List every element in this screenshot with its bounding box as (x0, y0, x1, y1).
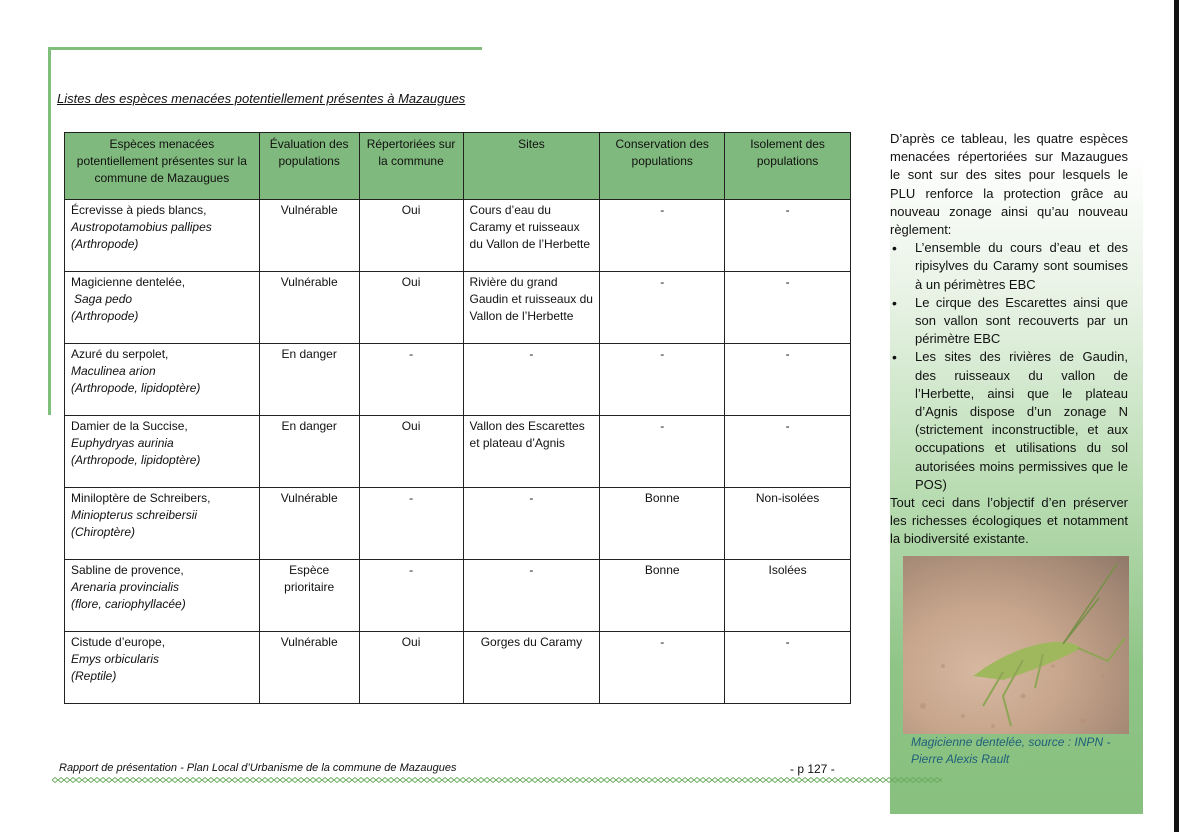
recorded-cell: Oui (359, 200, 463, 272)
evaluation-cell: Vulnérable (259, 488, 359, 560)
decorative-left-rule (48, 47, 51, 415)
list-title: Listes des espèces menacées potentiellement présentes à Mazaugues (57, 91, 466, 106)
evaluation-cell: En danger (259, 416, 359, 488)
sidebar-bullet: • L’ensemble du cours d’eau et des ripisylves du Caramy sont soumises à un périmètres EBC (890, 239, 1128, 294)
species-cell (65, 560, 260, 632)
table-row (65, 560, 851, 632)
sidebar-outro: Tout ceci dans l’objectif d’en préserver les richesses écologiques et notamment la biodiversité existante. (890, 495, 1128, 547)
isolation-cell: - (725, 200, 851, 272)
species-common-name: Azuré du serpolet, (71, 347, 169, 361)
column-header-sites: Sites (463, 133, 600, 200)
conservation-cell: - (600, 200, 725, 272)
isolation-cell: - (725, 416, 851, 488)
species-group: (Arthropode) (71, 237, 139, 251)
column-header-species: Espèces menacées potentiellement présentes sur la commune de Mazaugues (65, 133, 260, 200)
species-scientific-name: Miniopterus schreibersii (71, 508, 198, 522)
column-header-isolation: Isolement des populations (725, 133, 851, 200)
recorded-cell: Oui (359, 272, 463, 344)
species-cell (65, 488, 260, 560)
recorded-cell: Oui (359, 416, 463, 488)
species-scientific-name: Maculinea arion (71, 364, 156, 378)
species-scientific-name: Arenaria provincialis (71, 580, 180, 594)
isolation-cell: Non-isolées (725, 488, 851, 560)
table-row (65, 488, 851, 560)
isolation-cell: - (725, 272, 851, 344)
conservation-cell: - (600, 344, 725, 416)
species-group: (flore, cariophyllacée) (71, 597, 186, 611)
conservation-cell: Bonne (600, 488, 725, 560)
column-header-conservation: Conservation des populations (600, 133, 725, 200)
species-scientific-name: Euphydryas aurinia (71, 436, 174, 450)
sites-cell: - (463, 488, 600, 560)
recorded-cell: - (359, 344, 463, 416)
sites-cell: Vallon des Escarettes et plateau d’Agnis (463, 416, 600, 488)
right-page-border (1174, 0, 1179, 832)
recorded-cell: - (359, 560, 463, 632)
sites-cell: - (463, 560, 600, 632)
species-common-name: Sabline de provence, (71, 563, 184, 577)
sidebar-intro: D’après ce tableau, les quatre espèces menacées répertoriées sur Mazaugues le sont sur des sites pour lesquels le PLU renforce la protection grâce au nouveau zonage ainsi qu’au nouveau règlement: (890, 131, 1128, 238)
sidebar-bullet-list (890, 239, 1128, 494)
grasshopper-photo (903, 556, 1129, 734)
evaluation-cell: Espèce prioritaire (259, 560, 359, 632)
isolation-cell: Isolées (725, 560, 851, 632)
species-cell (65, 416, 260, 488)
isolation-cell: - (725, 632, 851, 704)
table-row (65, 200, 851, 272)
species-table (64, 132, 851, 704)
table-row (65, 272, 851, 344)
recorded-cell: - (359, 488, 463, 560)
conservation-cell: Bonne (600, 560, 725, 632)
conservation-cell: - (600, 632, 725, 704)
evaluation-cell: Vulnérable (259, 200, 359, 272)
evaluation-cell: Vulnérable (259, 632, 359, 704)
species-cell (65, 272, 260, 344)
sites-cell: Gorges du Caramy (463, 632, 600, 704)
footer-document-title: Rapport de présentation - Plan Local d’Urbanisme de la commune de Mazaugues (59, 762, 457, 774)
conservation-cell: - (600, 272, 725, 344)
decorative-top-rule (48, 47, 482, 50)
evaluation-cell: En danger (259, 344, 359, 416)
species-group: (Arthropode, lipidoptère) (71, 381, 201, 395)
footer-page-number: - p 127 - (790, 762, 835, 776)
table-row (65, 344, 851, 416)
grasshopper-illustration (903, 556, 1129, 734)
species-cell (65, 200, 260, 272)
recorded-cell: Oui (359, 632, 463, 704)
sites-cell: Rivière du grand Gaudin et ruisseaux du Vallon de l’Herbette (463, 272, 600, 344)
species-common-name: Cistude d’europe, (71, 635, 166, 649)
sites-cell: Cours d’eau du Caramy et ruisseaux du Vallon de l’Herbette (463, 200, 600, 272)
species-cell (65, 344, 260, 416)
evaluation-cell: Vulnérable (259, 272, 359, 344)
conservation-cell: - (600, 416, 725, 488)
column-header-recorded: Répertoriées sur la commune (359, 133, 463, 200)
species-cell (65, 632, 260, 704)
species-group: (Chiroptère) (71, 525, 136, 539)
sidebar-text (890, 130, 1128, 549)
species-common-name: Damier de la Succise, (71, 419, 188, 433)
species-common-name: Miniloptère de Schreibers, (71, 491, 211, 505)
table-row (65, 632, 851, 704)
species-scientific-name: Saga pedo (74, 292, 133, 306)
species-scientific-name: Emys orbicularis (71, 652, 160, 666)
sidebar-bullet: • Le cirque des Escarettes ainsi que son vallon sont recouverts par un périmètre EBC (890, 294, 1128, 349)
isolation-cell: - (725, 344, 851, 416)
table-row (65, 416, 851, 488)
species-scientific-name: Austropotamobius pallipes (71, 220, 212, 234)
sidebar-bullet: • Les sites des rivières de Gaudin, des ruisseaux du vallon de l’Herbette, ainsi que le plateau d’Agnis dispose d’un zonage N (strictement inconstructible, et aux occupations et utilisations du sol autorisées moins permissives que le POS) (890, 348, 1128, 494)
sites-cell: - (463, 344, 600, 416)
footer-zigzag-rule (52, 777, 942, 783)
photo-caption: Magicienne dentelée, source : INPN - Pierre Alexis Rault (911, 735, 1111, 766)
column-header-evaluation: Évaluation des populations (259, 133, 359, 200)
table-header-row (65, 133, 851, 200)
species-group: (Arthropode) (71, 309, 139, 323)
species-common-name: Écrevisse à pieds blancs, (71, 203, 207, 217)
species-group: (Reptile) (71, 669, 117, 683)
species-common-name: Magicienne dentelée, (71, 275, 186, 289)
species-group: (Arthropode, lipidoptère) (71, 453, 201, 467)
